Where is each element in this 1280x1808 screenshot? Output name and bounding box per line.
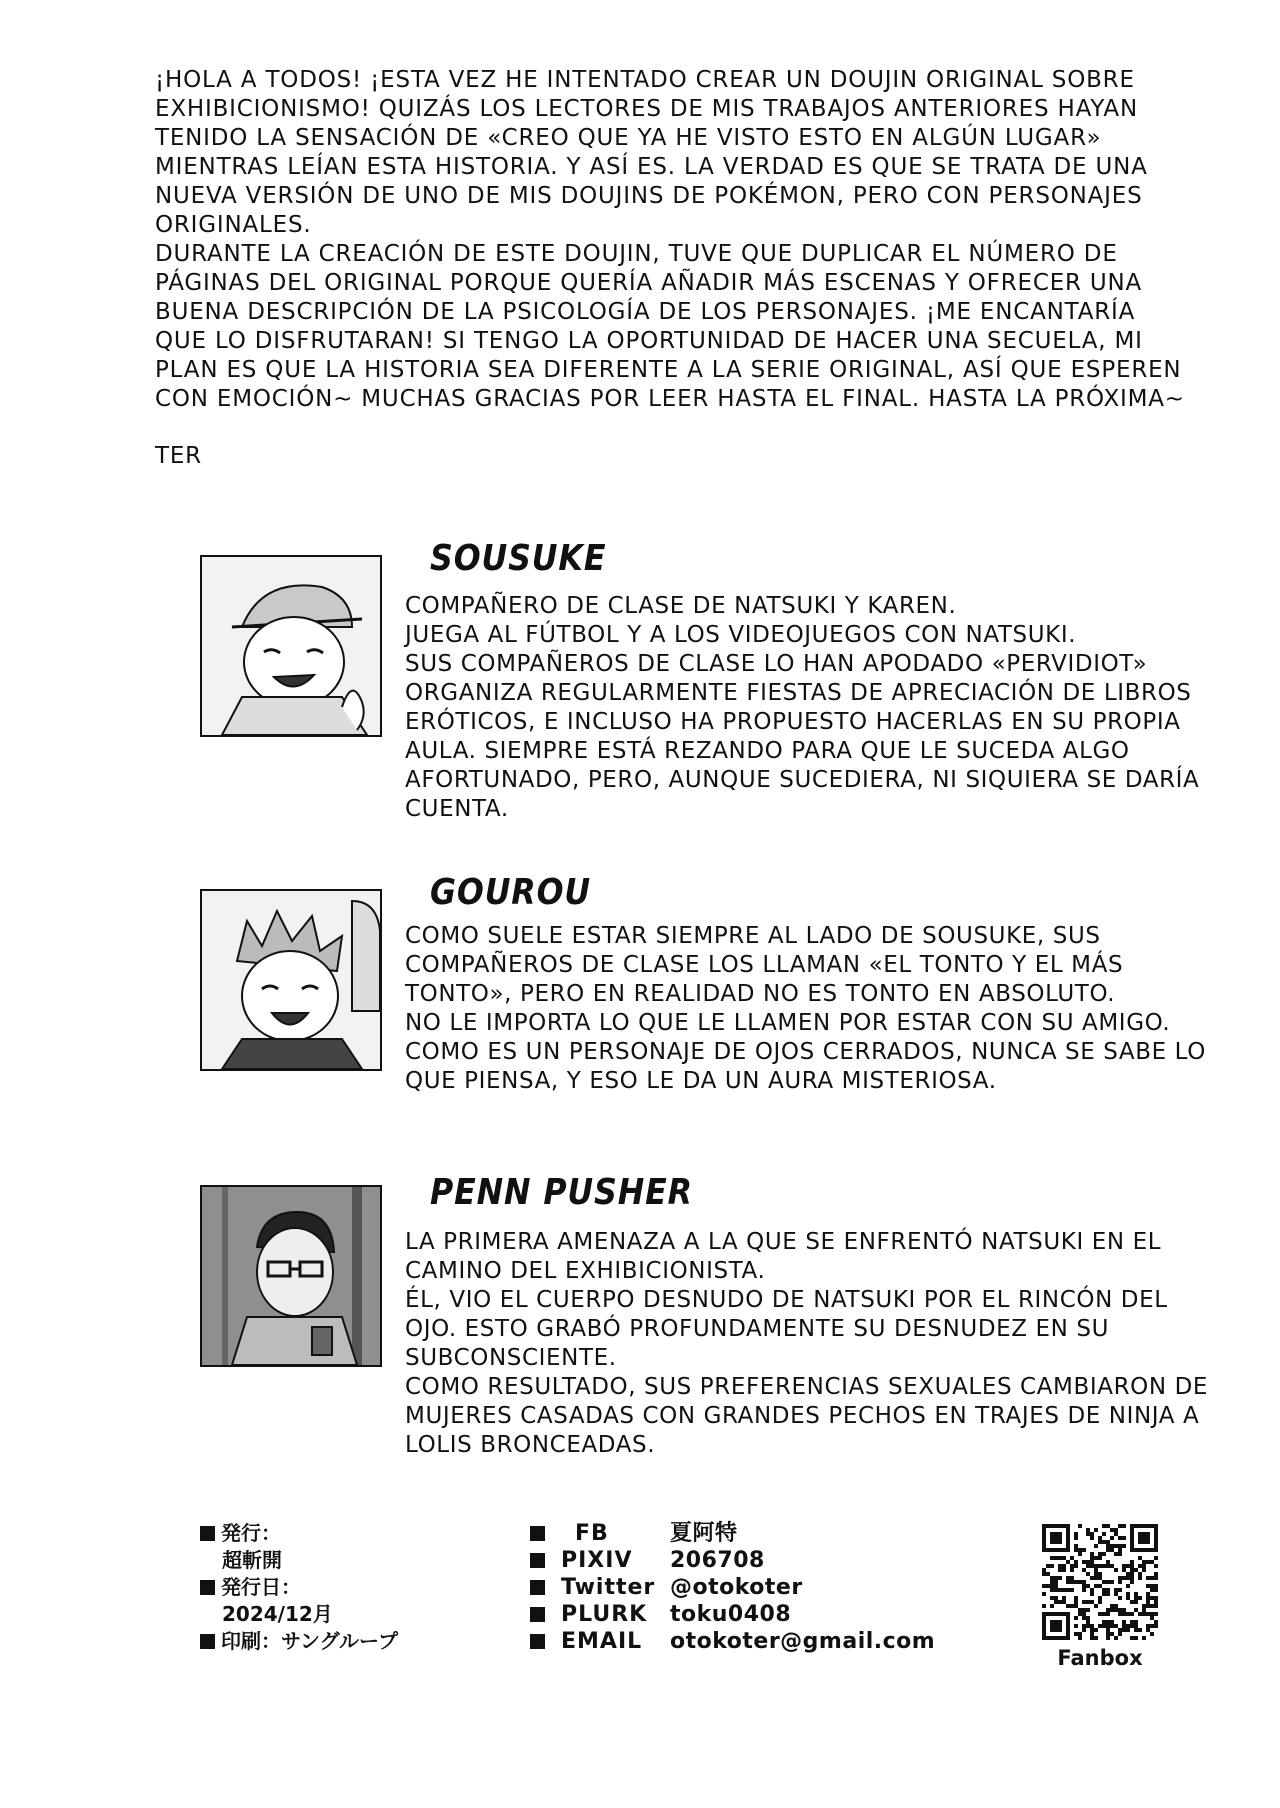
square-bullet-icon: [200, 1526, 215, 1541]
character-portrait: [200, 555, 382, 737]
date-label-row: [200, 1574, 398, 1601]
social-row-twitter: [530, 1574, 935, 1601]
social-label: Twitter: [561, 1575, 656, 1600]
social-label: FB: [575, 1521, 609, 1546]
character-description: [405, 922, 1220, 1096]
description-line: COMPAÑERO DE CLASE DE NATSUKI Y KAREN.: [405, 593, 957, 619]
character-name: GOUROU: [430, 872, 591, 913]
author-note: [155, 66, 1195, 471]
character-description: [405, 1228, 1220, 1460]
social-value: 夏阿特: [670, 1521, 738, 1546]
description-line: SUS COMPAÑEROS DE CLASE LO HAN APODADO «PERVIDIOT» ORGANIZA REGULARMENTE FIESTAS DE APRECIACIÓN DE LIBROS ERÓTICOS, E INCLUSO HA PROPUESTO HACERLAS EN SU PROPIA AULA. SIEMPRE ESTÁ REZANDO PARA QUE LE SUCEDA ALGO AFORTUNADO, PERO, AUNQUE SUCEDIERA, NI SIQUIERA SE DARÍA CUENTA.: [405, 651, 1200, 822]
sousuke-portrait-icon: [202, 557, 380, 735]
print-row: [200, 1628, 398, 1655]
description-line: LA PRIMERA AMENAZA A LA QUE SE ENFRENTÓ NATSUKI EN EL CAMINO DEL EXHIBICIONISTA.: [405, 1229, 1162, 1284]
author-note-paragraph-1: ¡HOLA A TODOS! ¡ESTA VEZ HE INTENTADO CREAR UN DOUJIN ORIGINAL SOBRE EXHIBICIONISMO! QUIZÁS LOS LECTORES DE MIS TRABAJOS ANTERIORES HAYAN TENIDO LA SENSACIÓN DE «CREO QUE YA HE VISTO ESTO EN ALGÚN LUGAR» MIENTRAS LEÍAN ESTA HISTORIA. Y ASÍ ES. LA VERDAD ES QUE SE TRATA DE UNA NUEVA VERSIÓN DE UNO DE MIS DOUJINS DE POKÉMON, PERO CON PERSONAJES ORIGINALES.: [155, 67, 1148, 238]
character-name: SOUSUKE: [430, 538, 607, 579]
square-bullet-icon: [200, 1634, 215, 1649]
social-row-pixiv: [530, 1547, 935, 1574]
qr-code-icon: [1042, 1524, 1158, 1640]
social-value: @otokoter: [670, 1575, 803, 1600]
social-label: EMAIL: [561, 1629, 643, 1654]
date-value: 2024/12月: [222, 1602, 333, 1626]
publisher-label-row: [200, 1520, 398, 1547]
square-bullet-icon: [530, 1607, 545, 1622]
description-line: COMO RESULTADO, SUS PREFERENCIAS SEXUALES CAMBIARON DE MUJERES CASADAS CON GRANDES PECHOS EN TRAJES DE NINJA A LOLIS BRONCEADAS.: [405, 1374, 1209, 1458]
character-portrait: [200, 889, 382, 1071]
square-bullet-icon: [530, 1634, 545, 1649]
publisher-label: 発行：: [221, 1521, 281, 1545]
author-signature: TER: [155, 443, 202, 469]
character-portrait: [200, 1185, 382, 1367]
square-bullet-icon: [530, 1580, 545, 1595]
social-row-plurk: [530, 1601, 935, 1628]
social-value: otokoter@gmail.com: [670, 1629, 936, 1654]
character-name: PENN PUSHER: [430, 1172, 693, 1213]
social-row-fb: [530, 1520, 935, 1547]
gourou-portrait-icon: [202, 891, 380, 1069]
description-line: COMO ES UN PERSONAJE DE OJOS CERRADOS, NUNCA SE SABE LO QUE PIENSA, Y ESO LE DA UN AURA MISTERIOSA.: [405, 1039, 1206, 1094]
publisher-value: 超斬開: [222, 1548, 282, 1572]
square-bullet-icon: [530, 1526, 545, 1541]
square-bullet-icon: [530, 1553, 545, 1568]
social-row-email: [530, 1628, 935, 1655]
description-line: ÉL, VIO EL CUERPO DESNUDO DE NATSUKI POR EL RINCÓN DEL OJO. ESTO GRABÓ PROFUNDAMENTE SU DESNUDEZ EN SU SUBCONSCIENTE.: [405, 1287, 1168, 1371]
description-line: JUEGA AL FÚTBOL Y A LOS VIDEOJUEGOS CON NATSUKI.: [405, 622, 1077, 648]
social-links: [530, 1520, 935, 1655]
print-label: 印刷：サングループ: [221, 1629, 398, 1653]
publication-credits: [200, 1520, 398, 1655]
description-line: COMO SUELE ESTAR SIEMPRE AL LADO DE SOUSUKE, SUS COMPAÑEROS DE CLASE LOS LLAMAN «EL TONTO Y EL MÁS TONTO», PERO EN REALIDAD NO ES TONTO EN ABSOLUTO.: [405, 923, 1124, 1007]
description-line: NO LE IMPORTA LO QUE LE LLAMEN POR ESTAR CON SU AMIGO.: [405, 1010, 1171, 1036]
social-value: toku0408: [670, 1602, 792, 1627]
author-note-paragraph-2: DURANTE LA CREACIÓN DE ESTE DOUJIN, TUVE QUE DUPLICAR EL NÚMERO DE PÁGINAS DEL ORIGINAL PORQUE QUERÍA AÑADIR MÁS ESCENAS Y OFRECER UNA BUENA DESCRIPCIÓN DE LA PSICOLOGÍA DE LOS PERSONAJES. ¡ME ENCANTARÍA QUE LO DISFRUTARAN! SI TENGO LA OPORTUNIDAD DE HACER UNA SECUELA, MI PLAN ES QUE LA HISTORIA SEA DIFERENTE A LA SERIE ORIGINAL, ASÍ QUE ESPEREN CON EMOCIÓN~ MUCHAS GRACIAS POR LEER HASTA EL FINAL. HASTA LA PRÓXIMA~: [155, 241, 1185, 412]
social-label: PIXIV: [561, 1548, 633, 1573]
social-value: 206708: [670, 1548, 765, 1573]
character-description: [405, 592, 1220, 824]
date-label: 発行日：: [221, 1575, 301, 1599]
square-bullet-icon: [200, 1580, 215, 1595]
social-label: PLURK: [561, 1602, 648, 1627]
qr-label: Fanbox: [1057, 1646, 1143, 1670]
penn-pusher-portrait-icon: [202, 1187, 380, 1365]
